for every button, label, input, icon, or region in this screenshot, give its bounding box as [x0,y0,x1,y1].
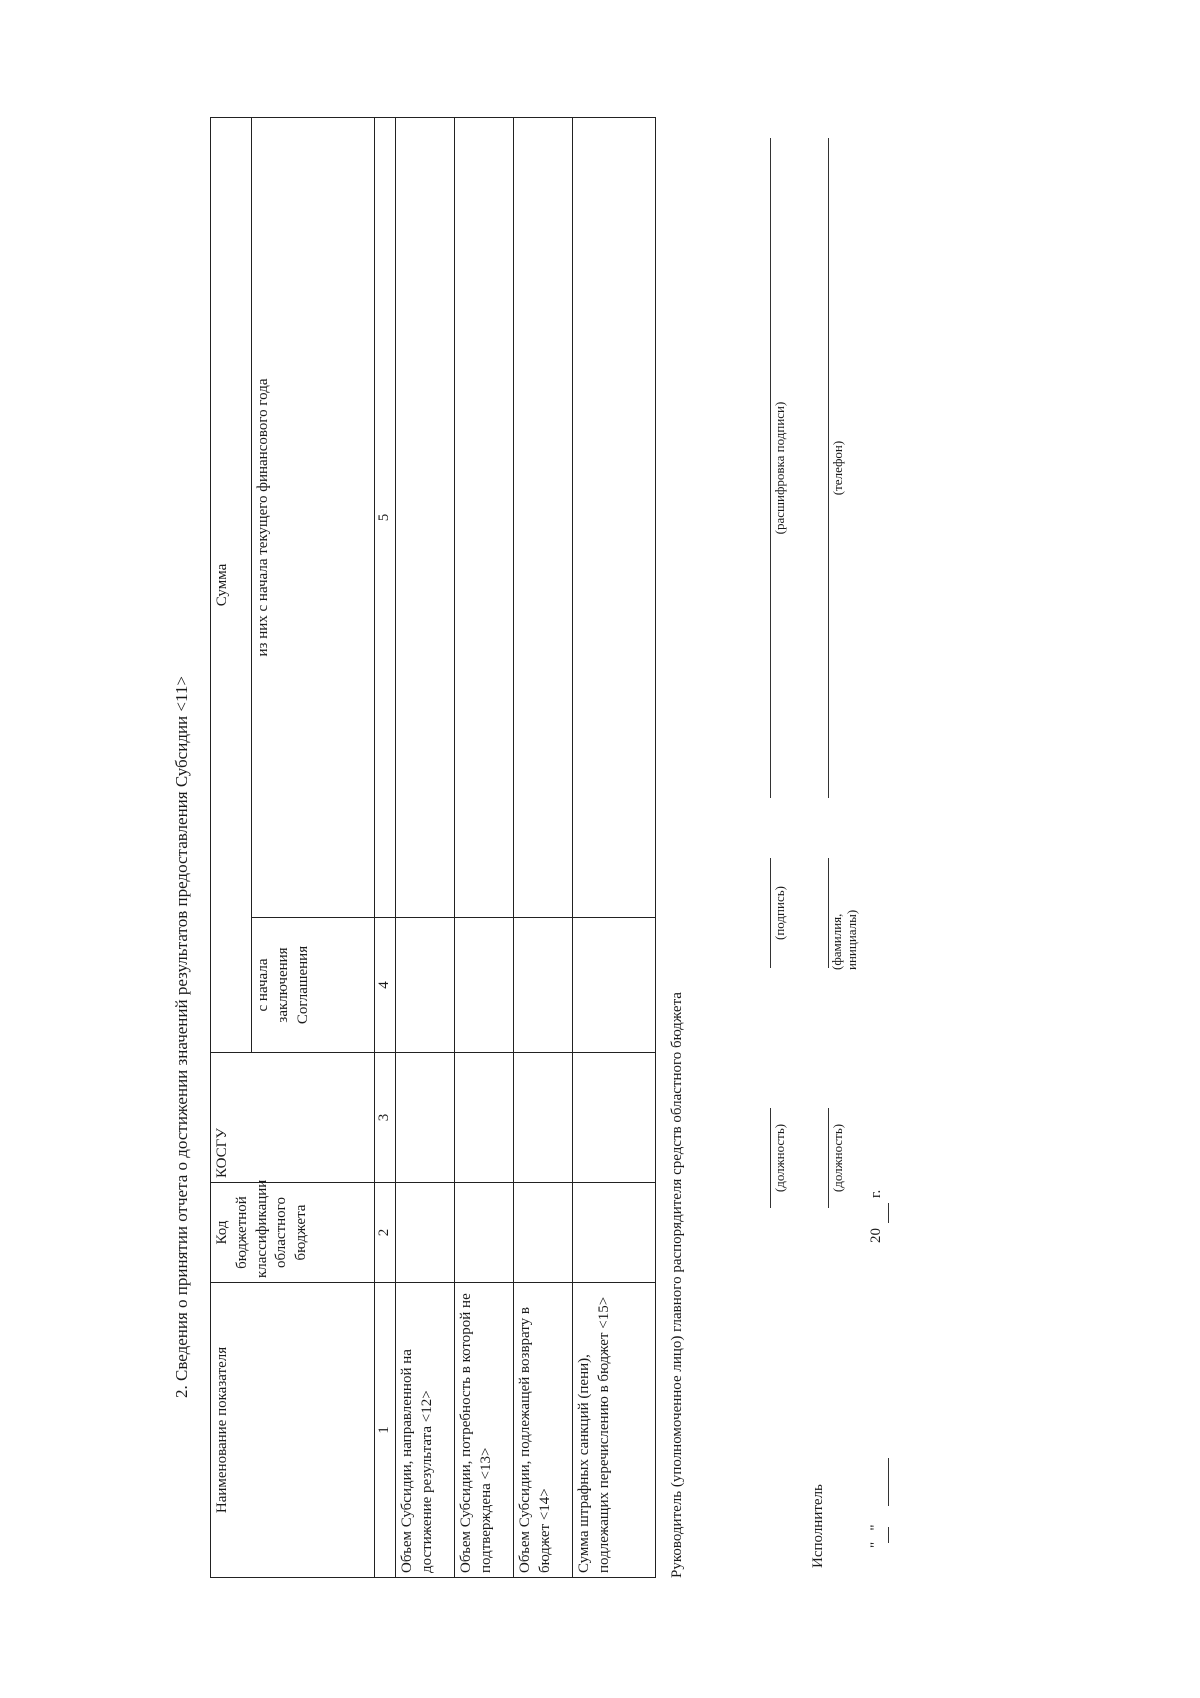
row-cell[interactable] [514,1053,573,1183]
row-cell[interactable] [514,918,573,1053]
table-row [455,117,514,1577]
row-label: Объем Субсидии, потребность в которой не подтверждена <13> [455,1283,514,1578]
header-sum: Сумма [211,117,252,1052]
head-signature-caption: (подпись) [772,886,787,940]
column-numbers-row [375,117,396,1577]
header-kosgu: КОСГУ [211,1053,375,1183]
section-title: 2. Сведения о принятии отчета о достижении значений результатов предоставления Субсидии <11> [172,676,191,1398]
row-cell[interactable] [455,918,514,1053]
row-cell[interactable] [396,918,455,1053]
date-year-line[interactable] [888,1203,889,1223]
row-cell[interactable] [396,117,455,917]
col-num-4: 4 [375,918,396,1053]
table-row [396,117,455,1577]
executor-position-caption: (должность) [830,1123,845,1193]
col-num-5: 5 [375,117,396,917]
report-table [210,117,656,1578]
executor-position-line[interactable] [828,1108,829,1208]
header-bcc: Код бюджетной классификации областного бюджета [211,1183,375,1283]
header-indicator: Наименование показателя [211,1283,375,1578]
row-cell[interactable] [573,1183,656,1283]
table-row [573,117,656,1577]
head-label: Руководитель (уполномоченное лицо) главного распорядителя средств областного бюджета [669,992,685,1578]
executor-name-caption: (фамилия, инициалы) [829,909,859,970]
date-quotes: " " [868,1524,884,1548]
col-num-3: 3 [375,1053,396,1183]
row-cell[interactable] [455,1183,514,1283]
row-cell[interactable] [573,1053,656,1183]
col-num-1: 1 [375,1283,396,1578]
row-cell[interactable] [396,1053,455,1183]
head-decoding-line[interactable] [770,138,771,798]
row-cell[interactable] [455,1053,514,1183]
row-cell[interactable] [396,1183,455,1283]
table-row [514,117,573,1577]
date-suffix: г. [868,1189,884,1198]
date-year-prefix: 20 [868,1228,884,1243]
row-cell[interactable] [514,117,573,917]
head-position-line[interactable] [770,1108,771,1208]
row-cell[interactable] [514,1183,573,1283]
row-cell[interactable] [455,117,514,917]
row-label: Объем Субсидии, подлежащей возврату в бюджет <14> [514,1283,573,1578]
head-position-caption: (должность) [772,1123,787,1193]
table-header-row [211,117,252,1577]
head-decoding-caption: (расшифровка подписи) [772,401,787,535]
header-from-year: из них с начала текущего финансового года [252,117,375,917]
header-from-agreement: с начала заключения Соглашения [252,918,375,1053]
row-cell[interactable] [573,918,656,1053]
executor-phone-line[interactable] [828,138,829,798]
row-label: Сумма штрафных санкций (пени), подлежащих перечислению в бюджет <15> [573,1283,656,1578]
head-signature-line[interactable] [770,858,771,968]
executor-phone-caption: (телефон) [830,440,845,496]
date-month-line[interactable] [888,1458,889,1506]
executor-label: Исполнитель [810,1484,826,1568]
date-day-line[interactable] [888,1527,889,1543]
row-cell[interactable] [573,117,656,917]
col-num-2: 2 [375,1183,396,1283]
row-label: Объем Субсидии, направленной на достижение результата <12> [396,1283,455,1578]
